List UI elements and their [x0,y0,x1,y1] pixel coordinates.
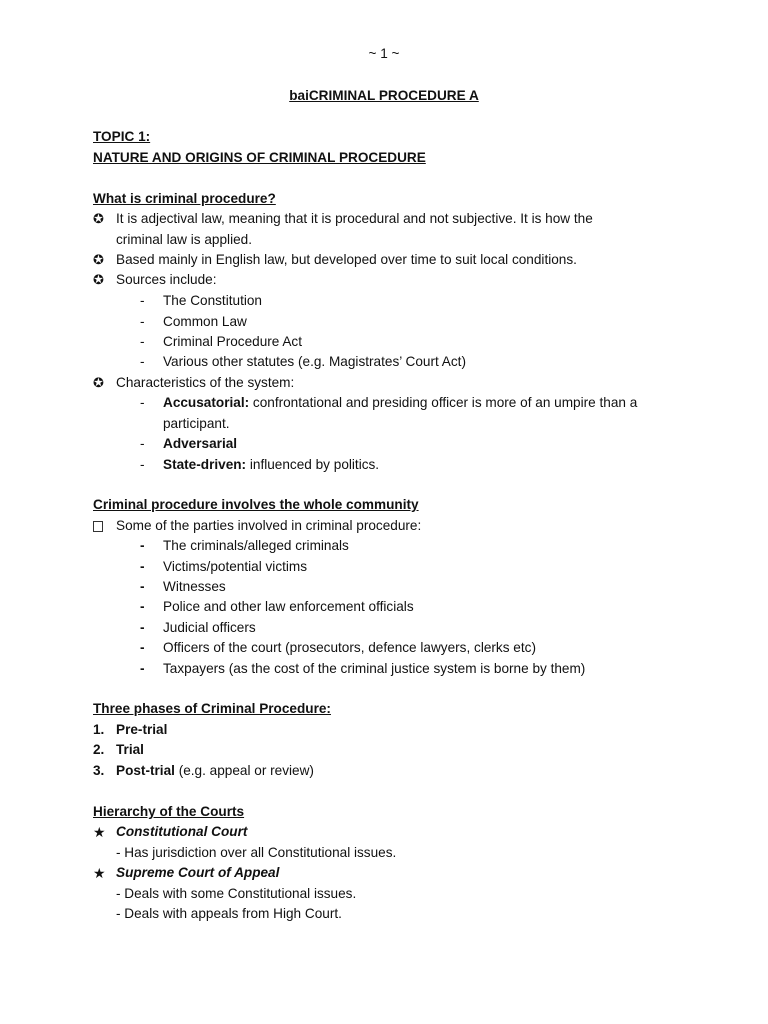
bullet-adjectival-law-cont: criminal law is applied. [116,232,252,247]
parties-intro: Some of the parties involved in criminal procedure: [116,518,422,533]
document-title: baiCRIMINAL PROCEDURE A [289,88,479,103]
page-number: ~ 1 ~ [368,46,400,61]
list-number: 3. [93,763,105,778]
party-item: Judicial officers [163,620,256,635]
circled-star-icon: ✪ [93,211,104,226]
checkbox-icon [93,516,103,538]
characteristic-text: confrontational and presiding officer is more of an umpire than a [249,395,638,410]
dash-icon: - [140,457,145,472]
section-heading-hierarchy: Hierarchy of the Courts [93,804,245,819]
bullet-english-law: Based mainly in English law, but developed over time to suit local conditions. [116,252,577,267]
dash-icon: - [140,661,145,676]
circled-star-icon: ✪ [93,252,104,267]
source-item: Common Law [163,314,247,329]
party-item: Officers of the court (prosecutors, defence lawyers, clerks etc) [163,640,536,655]
court-supreme-appeal: Supreme Court of Appeal [116,865,280,880]
circled-star-icon: ✪ [93,375,104,390]
section-heading-phases: Three phases of Criminal Procedure: [93,701,331,716]
dash-icon: - [140,538,145,553]
dash-icon: - [140,293,145,308]
characteristic-accusatorial-cont: participant. [163,416,230,431]
court-note: - Has jurisdiction over all Constitutional issues. [116,845,397,860]
dash-icon: - [140,354,145,369]
star-icon: ★ [93,865,106,881]
dash-icon: - [140,640,145,655]
phase-pre-trial: Pre-trial [116,722,168,737]
bullet-sources: Sources include: [116,272,217,287]
party-item: Police and other law enforcement officials [163,599,414,614]
dash-icon: - [140,314,145,329]
dash-icon: - [140,395,145,410]
source-item: Criminal Procedure Act [163,334,303,349]
list-number: 1. [93,722,105,737]
dash-icon: - [140,620,145,635]
circled-star-icon: ✪ [93,272,104,287]
party-item: Taxpayers (as the cost of the criminal justice system is borne by them) [163,661,586,676]
characteristic-adversarial: Adversarial [163,436,238,451]
bullet-adjectival-law: It is adjectival law, meaning that it is procedural and not subjective. It is how the [116,211,593,226]
topic-label: TOPIC 1: [93,129,151,144]
dash-icon: - [140,559,145,574]
section-heading-community: Criminal procedure involves the whole community [93,497,419,512]
party-item: Victims/potential victims [163,559,308,574]
phase-post-trial [116,761,314,781]
source-item: Various other statutes (e.g. Magistrates’ Court Act) [163,354,466,369]
bullet-characteristics: Characteristics of the system: [116,375,295,390]
court-note: - Deals with appeals from High Court. [116,906,342,921]
star-icon: ★ [93,824,106,840]
party-item: Witnesses [163,579,226,594]
phase-label: Post-trial [116,763,175,778]
characteristic-accusatorial [163,393,637,413]
dash-icon: - [140,334,145,349]
party-item: The criminals/alleged criminals [163,538,349,553]
characteristic-label: Accusatorial: [163,395,250,410]
characteristic-state-driven [163,455,379,475]
dash-icon: - [140,579,145,594]
phase-trial: Trial [116,742,144,757]
characteristic-label: State-driven: [163,457,247,472]
phase-text: (e.g. appeal or review) [174,763,314,778]
court-constitutional: Constitutional Court [116,824,248,839]
list-number: 2. [93,742,105,757]
source-item: The Constitution [163,293,262,308]
court-note: - Deals with some Constitutional issues. [116,886,357,901]
section-heading-what-is: What is criminal procedure? [93,191,276,206]
dash-icon: - [140,599,145,614]
topic-title: NATURE AND ORIGINS OF CRIMINAL PROCEDURE [93,150,426,165]
dash-icon: - [140,436,145,451]
characteristic-text: influenced by politics. [246,457,380,472]
